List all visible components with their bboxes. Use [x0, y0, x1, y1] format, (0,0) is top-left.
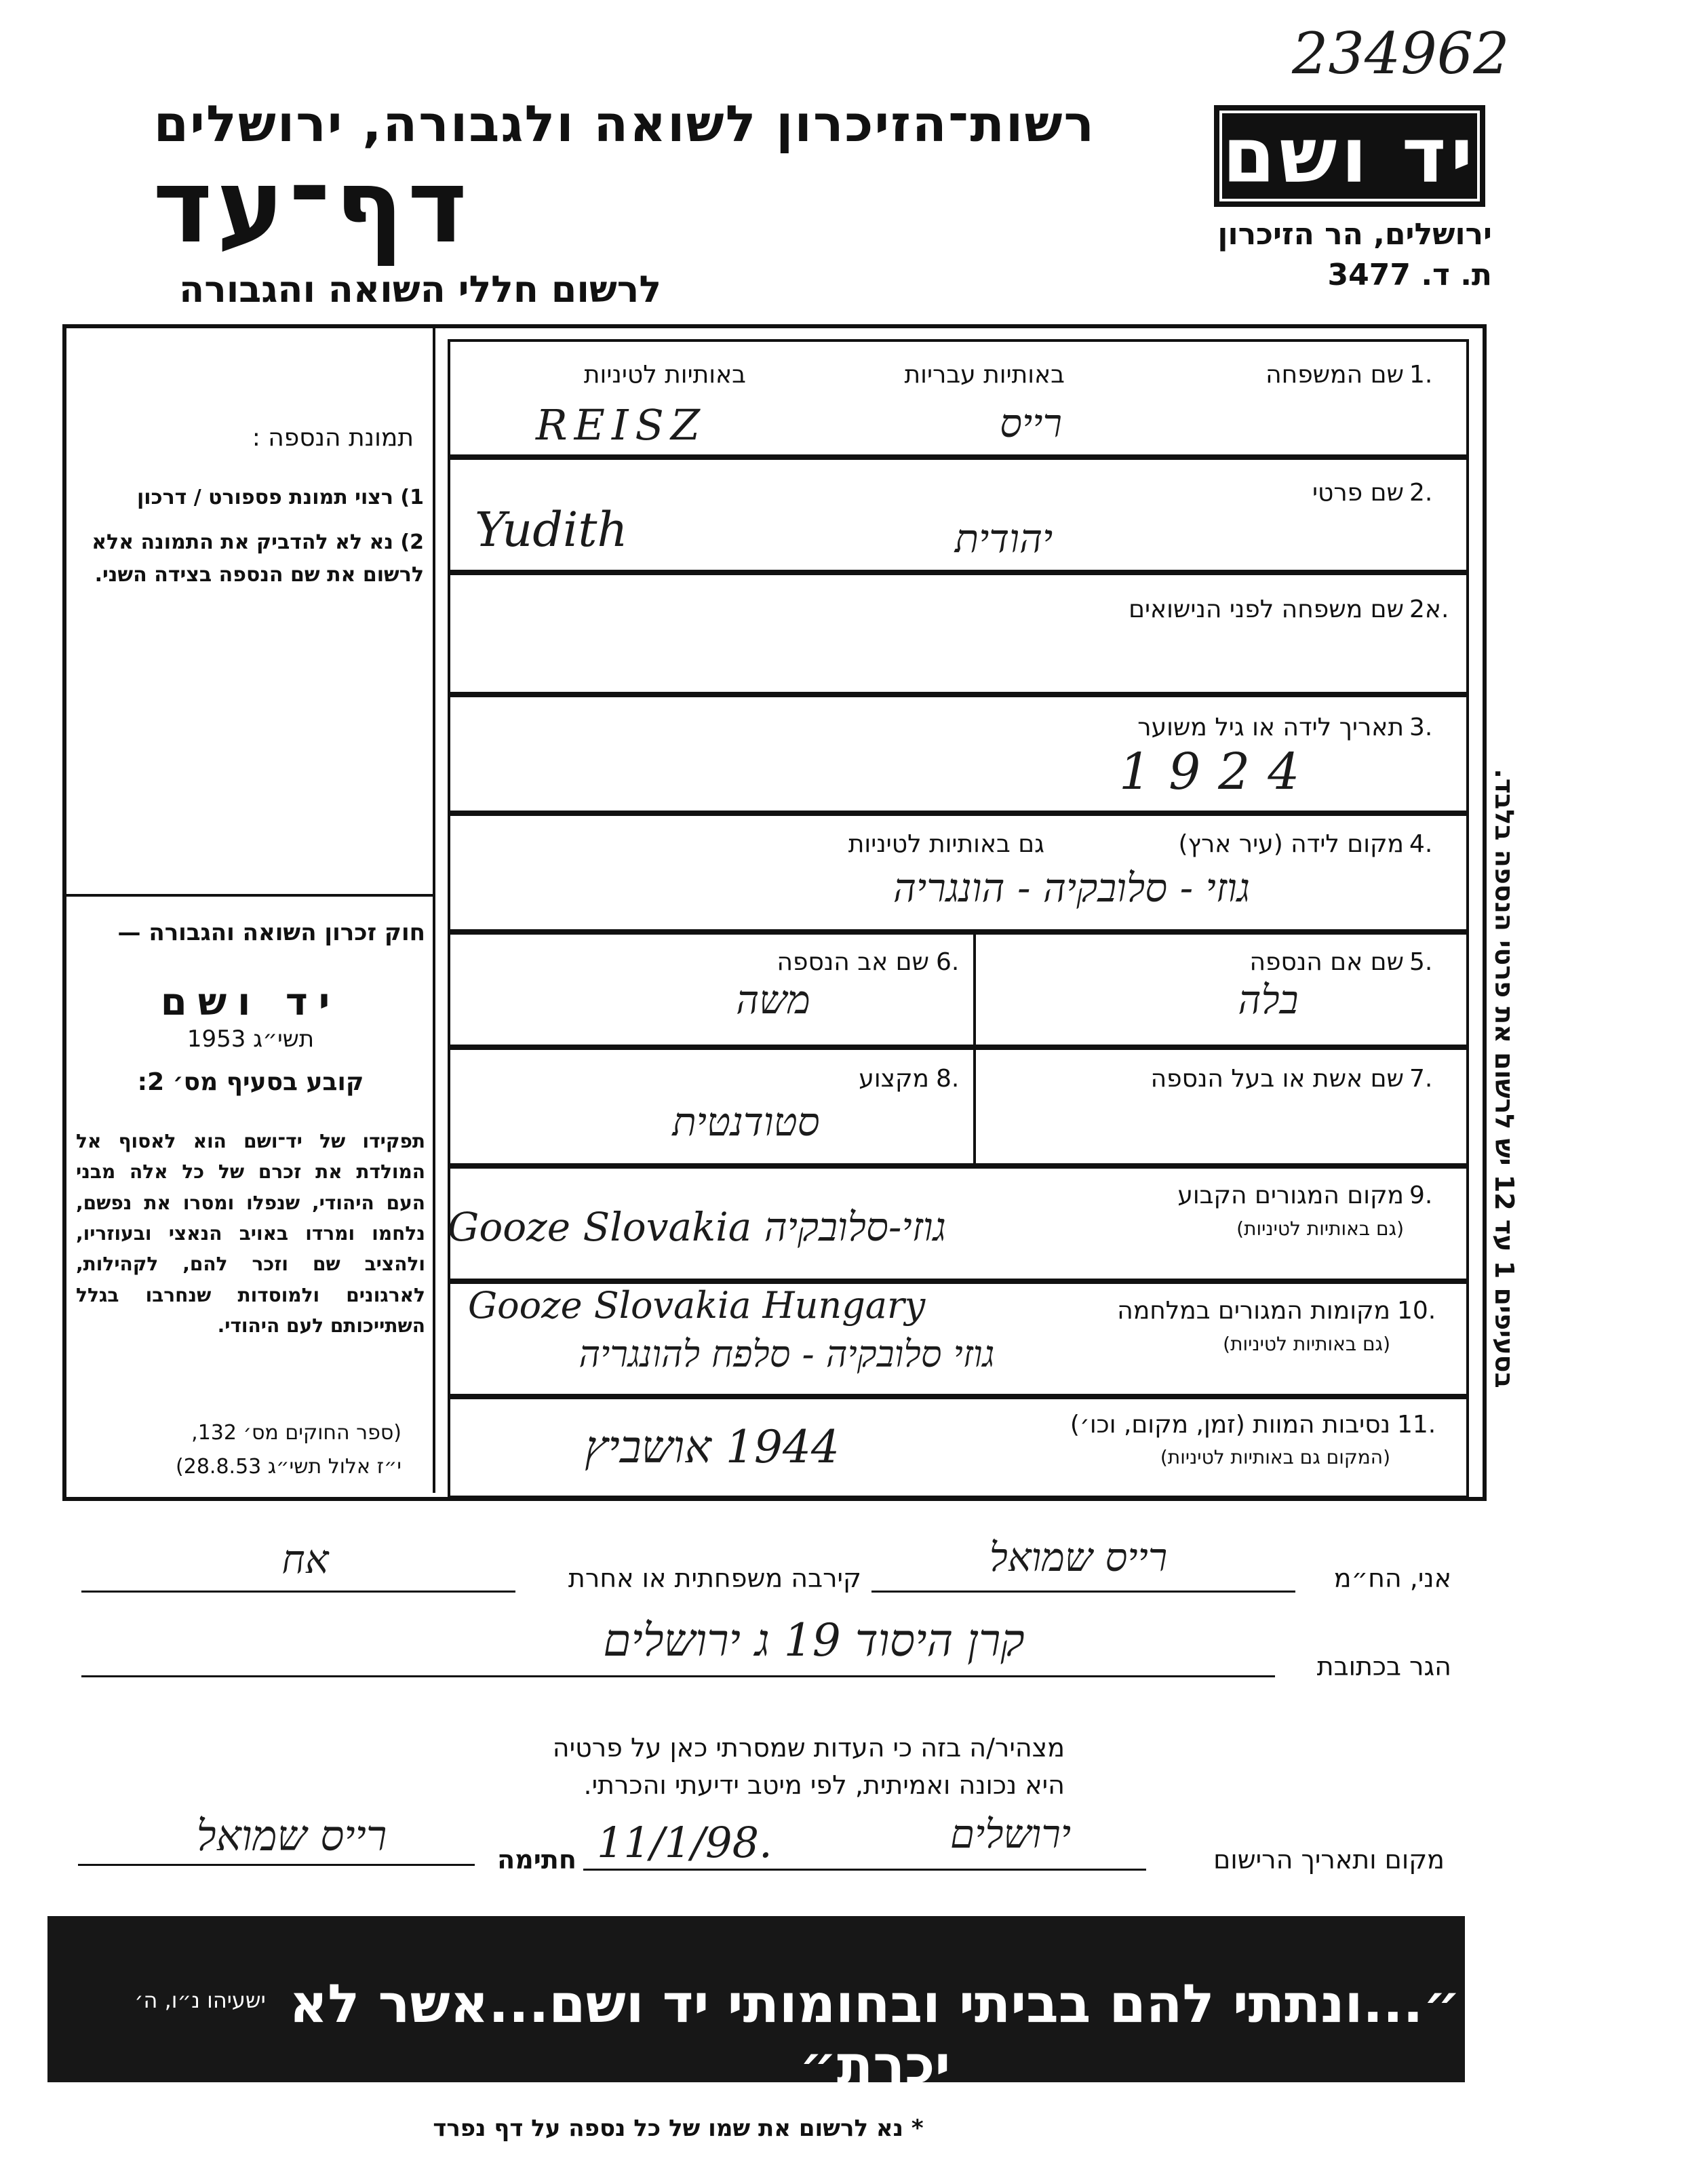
field-3-label: תאריך לידה או גיל משוער	[1137, 714, 1404, 741]
address-line-2: ת. ד. 3477	[1327, 258, 1492, 292]
page-title: דף־עד	[153, 148, 471, 266]
field-3-value[interactable]: 1924	[1119, 743, 1318, 801]
signature-value[interactable]: רייס שמואל	[196, 1811, 387, 1860]
banner-source: ישעיהו נ״ו, ה׳	[134, 1987, 266, 2013]
field-7-8-divider	[973, 1047, 976, 1163]
photo-note-1: 1) רצוי תמונת פספורט / דרכון	[136, 486, 424, 509]
address-value[interactable]: קרן היסוד 19 ג ירושלים	[603, 1614, 1025, 1666]
field-2a-number: 2א.	[1409, 596, 1449, 623]
declarant-line	[871, 1591, 1295, 1593]
field-5-number: 5.	[1409, 948, 1433, 976]
field-11-sublabel: (המקום גם באותיות לטיניות)	[1160, 1446, 1390, 1468]
field-maiden-name	[448, 570, 1469, 697]
signature-line	[78, 1864, 475, 1866]
field-5-value[interactable]: בלה	[1238, 977, 1299, 1023]
field-7-number: 7.	[1409, 1065, 1433, 1093]
left-column-divider	[66, 894, 433, 897]
law-section: קובע בסעיף מס׳ 2:	[137, 1068, 364, 1096]
field-10-hebrew-value[interactable]: גוזי סלובקיה - סלפח להונגריה	[579, 1333, 995, 1376]
yad-vashem-logo: יד ושם	[1214, 105, 1485, 207]
law-name: יד ושם	[160, 980, 341, 1024]
relation-value[interactable]: אח	[281, 1536, 329, 1582]
field-2-hebrew-value[interactable]: יהודית	[954, 515, 1053, 562]
field-6-number: 6.	[936, 948, 960, 976]
place-date-line	[583, 1869, 1146, 1871]
side-note	[1477, 733, 1531, 1424]
field-3-number: 3.	[1409, 714, 1433, 741]
field-1-label: שם המשפחה	[1266, 361, 1404, 389]
relation-label: קירבה משפחתית או אחרת	[568, 1563, 861, 1593]
field-2-number: 2.	[1409, 479, 1433, 507]
field-2a-label: שם משפחה לפני הנישואים	[1129, 596, 1404, 623]
field-10-label: מקומות המגורים במלחמה	[1117, 1297, 1390, 1325]
field-1-hebrew-value[interactable]: רייס	[1000, 400, 1062, 446]
field-7-label: שם אשת או בעל הנספה	[1150, 1065, 1404, 1093]
field-11-label: נסיבות המוות (זמן, מקום, וכו׳)	[1070, 1411, 1390, 1439]
field-8-value[interactable]: סטודנטית	[672, 1099, 820, 1145]
declarant-value[interactable]: רייס שמואל	[989, 1534, 1168, 1580]
field-5-6-divider	[973, 932, 976, 1045]
law-text: תפקידו של יד־ושם הוא לאסוף אל המולדת את זכרם של כל אלה מבני העם היהודי, שנפלו ומסרו את נפשם, נלחמו ומרדו באויב הנאצי ובעוזריו, ולהציב שם וזכר להם, לקהילות, לארגונים ולמוסדות שנחרבו בגלל השתייכותם לעם היהודי.	[76, 1130, 425, 1338]
address-label: הגר בכתובת	[1316, 1652, 1451, 1681]
field-4-latin-header: גם באותיות לטיניות	[848, 830, 1044, 858]
field-9-number: 9.	[1409, 1182, 1433, 1209]
field-9-value[interactable]: Gooze Slovakia גוזי-סלובקיה	[448, 1204, 946, 1250]
photo-box-title: תמונת הנספה :	[252, 424, 414, 452]
law-year: תשי״ג 1953	[187, 1026, 315, 1053]
law-reference-1: (ספר החוקים מס׳ 132,	[191, 1421, 401, 1445]
page-subtitle: לרשום חללי השואה והגבורה	[179, 268, 661, 311]
law-reference-2: י״ז אלול תשי״ג 28.8.53)	[176, 1455, 401, 1479]
field-1-latin-value[interactable]: REISZ	[536, 400, 707, 450]
field-10-number: 10.	[1397, 1297, 1436, 1325]
field-11-number: 11.	[1397, 1411, 1436, 1439]
file-number: 234962	[1292, 20, 1510, 87]
field-1-number: 1.	[1409, 361, 1433, 389]
place-date-label: מקום ותאריך הרישום	[1213, 1845, 1445, 1875]
side-note-text: בסעיפים 1 עד 12 יש לרשום את פרטי הנספה בלבד.	[1489, 768, 1519, 1388]
field-9-label: מקום המגורים הקבוע	[1177, 1182, 1404, 1209]
field-4-number: 4.	[1409, 830, 1433, 858]
institution-name: רשות־הזיכרון לשואה ולגבורה, ירושלים	[153, 95, 1095, 153]
field-4-label: מקום לידה (עיר ארץ)	[1178, 830, 1404, 858]
field-9-sublabel: (גם באותיות לטיניות)	[1236, 1217, 1404, 1240]
field-8-number: 8.	[936, 1065, 960, 1093]
field-6-value[interactable]: משה	[736, 977, 810, 1023]
field-5-label: שם אם הנספה	[1249, 948, 1404, 976]
photo-note-2: 2) נא לא להדביק את התמונה אלא לרשום את שם הנספה בצידה השני.	[92, 530, 424, 587]
field-10-sublabel: (גם באותיות לטיניות)	[1223, 1333, 1390, 1355]
field-11-value[interactable]: 1944 אושביץ	[585, 1421, 840, 1473]
banner-quote: ״...ונתתי להם בביתי ובחומותי יד ושם...אשר לא יכרת״	[289, 1974, 1461, 2096]
field-1-latin-header: באותיות לטיניות	[583, 361, 746, 389]
place-value[interactable]: ירושלים	[949, 1811, 1072, 1857]
address-line	[81, 1675, 1275, 1677]
field-2-label: שם פרטי	[1312, 479, 1404, 507]
field-10-latin-value[interactable]: Gooze Slovakia Hungary	[468, 1284, 926, 1327]
field-2-latin-value[interactable]: Yudith	[475, 502, 628, 558]
field-1-hebrew-header: באותיות עבריות	[904, 361, 1065, 389]
date-value[interactable]: 11/1/98.	[597, 1818, 772, 1867]
field-4-value[interactable]: גוזי - סלובקיה - הונגריה	[893, 865, 1250, 911]
statement-line-2: היא נכונה ואמיתית, לפי מיטב ידיעתי והכרתי.	[583, 1770, 1065, 1800]
field-8-label: מקצוע	[859, 1065, 929, 1093]
address-line-1: ירושלים, הר הזיכרון	[1217, 217, 1492, 252]
statement-line-1: מצהיר/ה בזה כי העדות שמסרתי כאן על פרטיה	[552, 1733, 1065, 1763]
declarant-label: אני, הח״מ	[1333, 1563, 1451, 1593]
signature-label: חתימה	[497, 1845, 576, 1875]
field-6-label: שם אב הנספה	[777, 948, 929, 976]
law-title: חוק זכרון השואה והגבורה —	[117, 919, 425, 946]
footnote: * נא לרשום את שמו של כל נספה על דף נפרד	[433, 2115, 924, 2142]
relation-line	[81, 1591, 515, 1593]
